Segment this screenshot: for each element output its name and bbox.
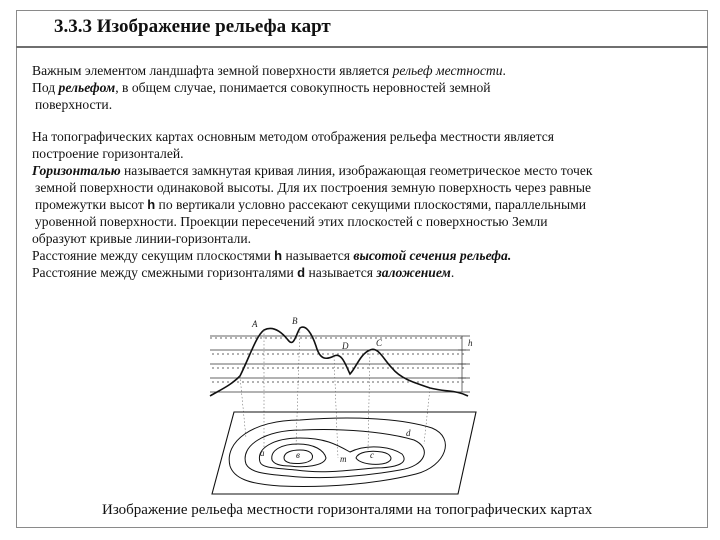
label-d: d xyxy=(406,428,411,438)
section-planes xyxy=(210,336,470,392)
symbol-h: h xyxy=(147,197,156,212)
height-bracket xyxy=(458,336,466,392)
body-text: по вертикали условно рассекают секущими плоскостями, параллельными xyxy=(155,197,586,212)
intro-text: . xyxy=(502,63,506,78)
label-h: h xyxy=(468,338,473,348)
body-line-7: образуют кривые линии-горизонтали. xyxy=(32,231,251,246)
label-A: A xyxy=(252,319,258,329)
label-D: D xyxy=(342,341,349,351)
label-m: m xyxy=(340,454,347,464)
body-line-8 xyxy=(32,247,702,264)
term-relief-of-terrain: рельеф местности xyxy=(392,63,503,78)
intro-line-3: поверхности. xyxy=(35,97,113,112)
body-line-3 xyxy=(32,162,702,179)
page-title: 3.3.3 Изображение рельефа карт xyxy=(54,16,331,37)
body-text: называется xyxy=(305,265,377,280)
projection-lines xyxy=(240,328,430,458)
term-section-height: высотой сечения рельефа. xyxy=(353,248,512,263)
label-C: C xyxy=(376,338,383,348)
terrain-profile xyxy=(210,327,468,396)
body-text: промежутки высот xyxy=(35,197,148,212)
body-line-2: построение горизонталей. xyxy=(32,146,184,161)
intro-paragraph xyxy=(32,62,652,113)
intro-line-1 xyxy=(32,62,652,79)
body-text: называется замкнутая кривая линия, изображающая геометрическое место точек xyxy=(120,163,593,178)
intro-text: Важным элементом ландшафта земной поверхности является xyxy=(32,63,393,78)
term-contour-line: Горизонталью xyxy=(32,163,121,178)
body-text: . xyxy=(450,265,455,280)
symbol-d: d xyxy=(297,265,306,280)
symbol-h: h xyxy=(274,248,283,263)
title-bar xyxy=(16,10,708,48)
relief-contour-illustration xyxy=(200,316,490,498)
body-text: называется xyxy=(282,248,354,263)
body-text: Расстояние между смежными горизонталями xyxy=(32,265,298,280)
label-B: В xyxy=(292,316,298,326)
body-line-5 xyxy=(32,196,702,213)
label-b: в xyxy=(296,450,300,460)
body-line-6: уровенной поверхности. Проекции пересечений этих плоскостей с поверхностью Земли xyxy=(35,214,548,229)
body-paragraph xyxy=(32,128,702,281)
figure-caption: Изображение рельефа местности горизонталями на топографических картах xyxy=(102,502,593,518)
intro-line-2 xyxy=(32,79,652,96)
label-a: a xyxy=(260,448,265,458)
label-c: с xyxy=(370,450,374,460)
intro-text: Под xyxy=(32,80,59,95)
intro-text: , в общем случае, понимается совокупность неровностей земной xyxy=(115,80,491,95)
body-line-1: На топографических картах основным методом отображения рельефа местности является xyxy=(32,129,554,144)
body-line-4: земной поверхности одинаковой высоты. Для их построения земную поверхность через равные xyxy=(35,180,592,195)
term-relief: рельефом xyxy=(58,80,116,95)
body-text: Расстояние между секущим плоскостями xyxy=(32,248,275,263)
term-spacing: заложением xyxy=(376,265,451,280)
body-line-9 xyxy=(32,264,702,281)
